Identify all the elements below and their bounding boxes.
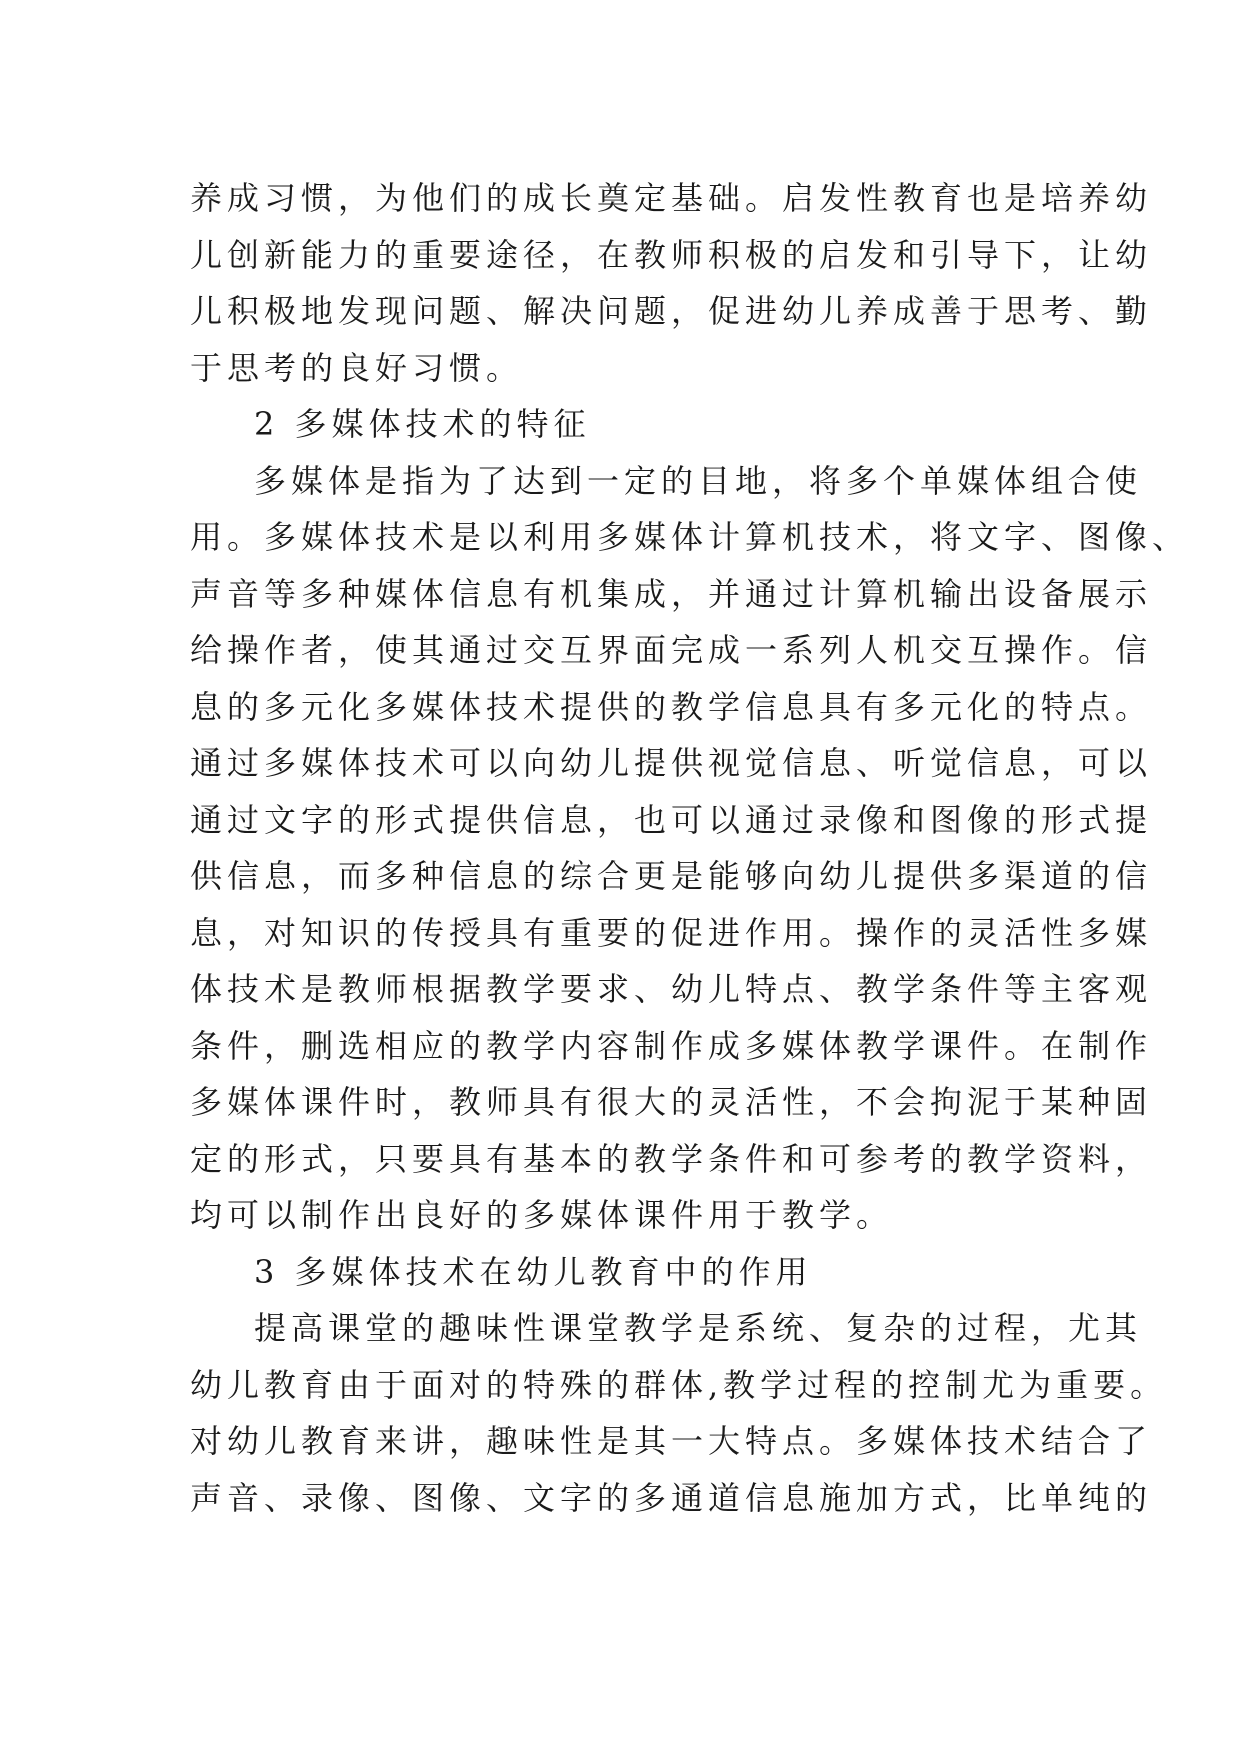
- paragraph-line: 儿积极地发现问题、解决问题，促进幼儿养成善于思考、勤: [190, 292, 1153, 330]
- section-heading-3: 3 多媒体技术在幼儿教育中的作用: [254, 1252, 813, 1291]
- paragraph-line: 儿创新能力的重要途径，在教师积极的启发和引导下，让幼: [190, 235, 1153, 274]
- paragraph-line: 供信息，而多种信息的综合更是能够向幼儿提供多渠道的信: [190, 857, 1153, 895]
- paragraph-line: 对幼儿教育来讲，趣味性是其一大特点。多媒体技术结合了: [190, 1422, 1153, 1460]
- paragraph-line: 声音、录像、图像、文字的多通道信息施加方式，比单纯的: [190, 1478, 1153, 1517]
- paragraph-line: 提高课堂的趣味性课堂教学是系统、复杂的过程，尤其: [254, 1309, 1143, 1347]
- paragraph-line: 体技术是教师根据教学要求、幼儿特点、教学条件等主客观: [190, 970, 1153, 1008]
- section-heading-2: 2 多媒体技术的特征: [254, 405, 591, 443]
- paragraph-line: 给操作者，使其通过交互界面完成一系列人机交互操作。信: [190, 631, 1153, 669]
- paragraph-line: 用。多媒体技术是以利用多媒体计算机技术，将文字、图像、: [190, 518, 1190, 556]
- paragraph-line: 条件，删选相应的教学内容制作成多媒体教学课件。在制作: [190, 1026, 1153, 1065]
- paragraph-line: 通过多媒体技术可以向幼儿提供视觉信息、听觉信息，可以: [190, 744, 1153, 782]
- paragraph-line: 均可以制作出良好的多媒体课件用于教学。: [190, 1196, 894, 1234]
- paragraph-line: 息，对知识的传授具有重要的促进作用。操作的灵活性多媒: [190, 913, 1153, 952]
- paragraph-line: 多媒体课件时，教师具有很大的灵活性，不会拘泥于某种固: [190, 1083, 1153, 1121]
- paragraph-line: 多媒体是指为了达到一定的目地，将多个单媒体组合使: [254, 461, 1143, 500]
- paragraph-line: 声音等多种媒体信息有机集成，并通过计算机输出设备展示: [190, 574, 1153, 613]
- paragraph-line: 于思考的良好习惯。: [190, 348, 524, 387]
- document-body: [190, 170, 1190, 1526]
- paragraph-line: 息的多元化多媒体技术提供的教学信息具有多元化的特点。: [190, 687, 1153, 726]
- paragraph-line: 定的形式，只要具有基本的教学条件和可参考的教学资料，: [190, 1139, 1153, 1178]
- paragraph-line: 幼儿教育由于面对的特殊的群体,教学过程的控制尤为重要。: [190, 1365, 1168, 1404]
- paragraph-line: 养成习惯，为他们的成长奠定基础。启发性教育也是培养幼: [190, 179, 1153, 217]
- paragraph-line: 通过文字的形式提供信息，也可以通过录像和图像的形式提: [190, 800, 1153, 839]
